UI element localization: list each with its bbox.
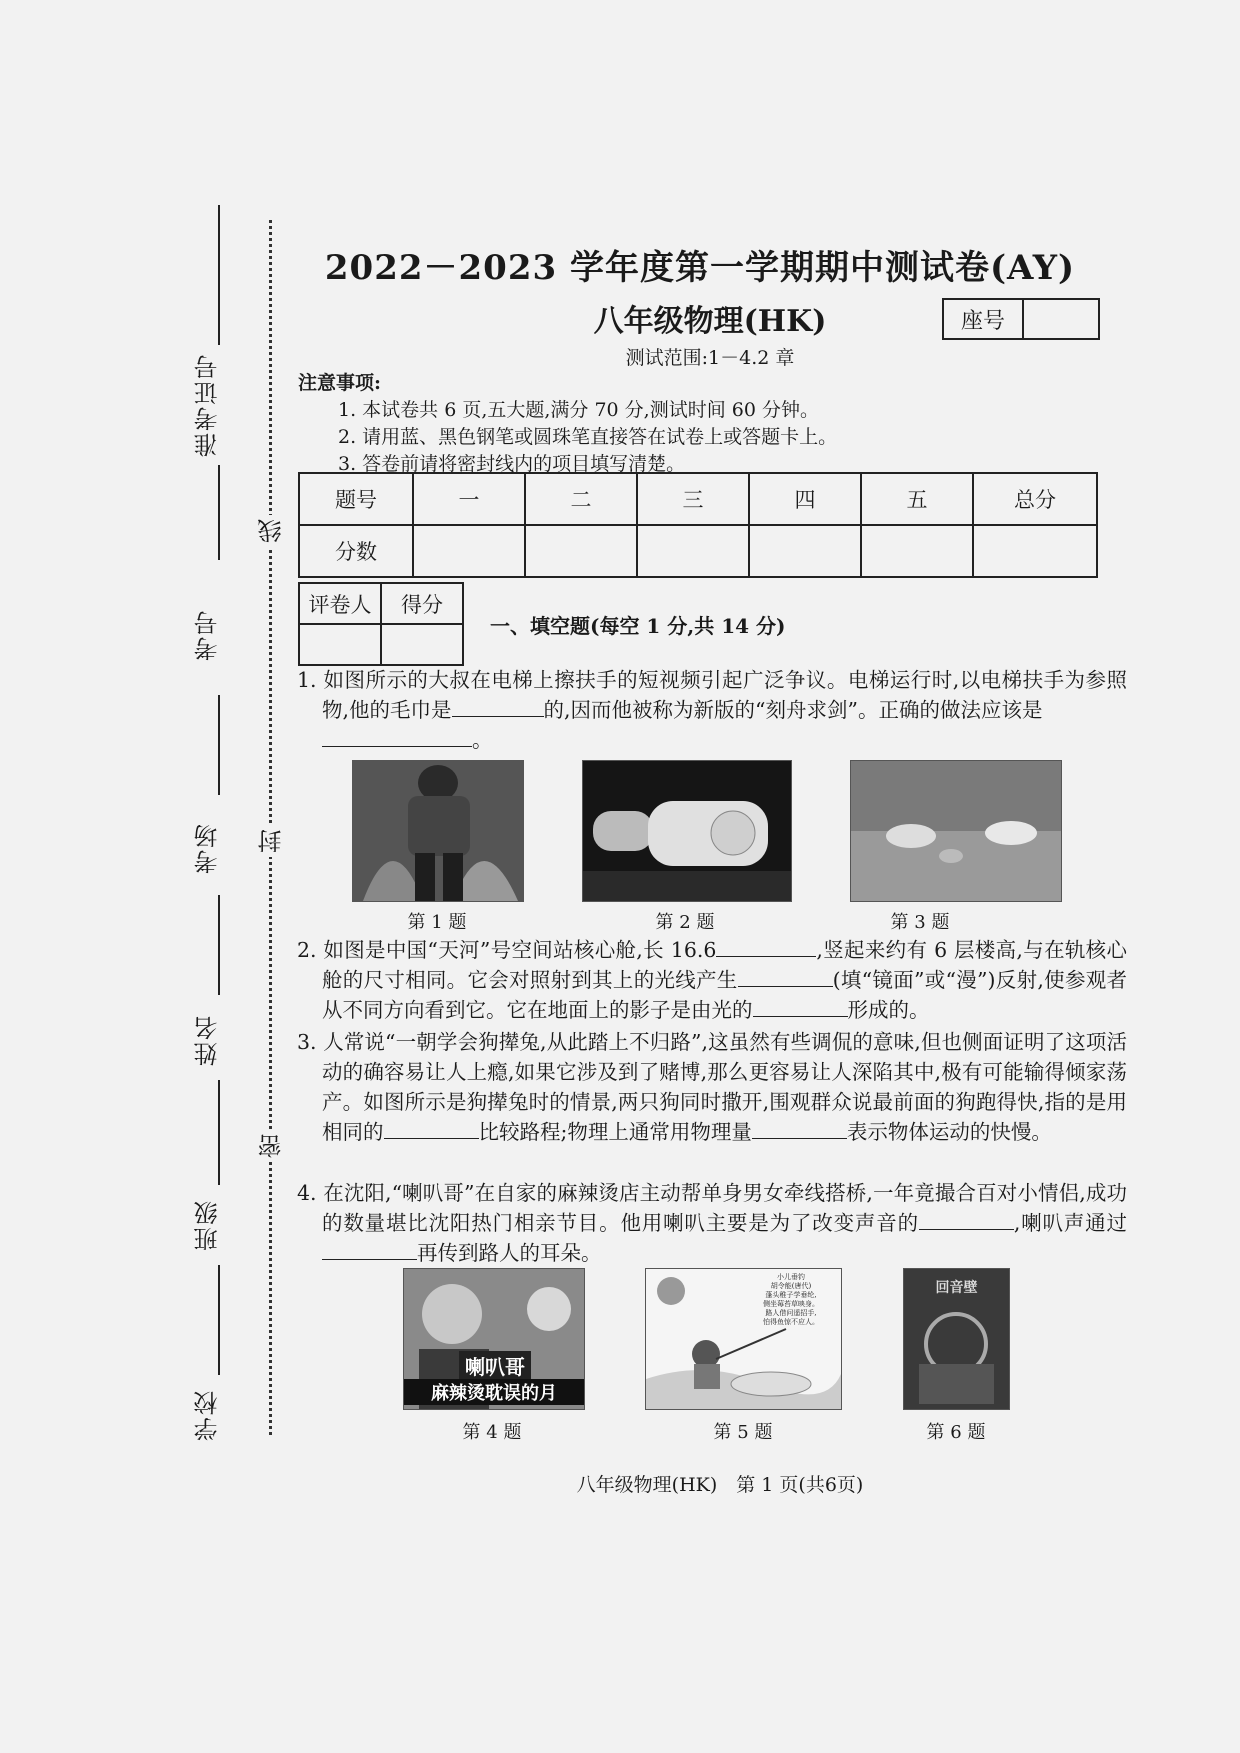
exam-subtitle: 八年级物理(HK) [593,304,827,339]
grader-table [298,582,464,666]
answer-blank[interactable] [322,1239,417,1260]
name-line [218,895,220,995]
grader-cell[interactable] [299,624,381,665]
score-cell[interactable] [973,525,1097,577]
figure-4-speaker-photo [403,1268,585,1410]
q4-text-c: 再传到路人的耳朵。 [417,1241,602,1265]
figure-6-echo-wall-photo [903,1268,1010,1410]
poem-block [746,1273,836,1327]
figure-1-caption: 第 1 题 [407,912,467,933]
q2-text-a: 2. 如图是中国“天河”号空间站核心舱,长 16.6 [297,938,717,962]
q3-text-b: 比较路程;物理上通常用物理量 [478,1120,752,1144]
exam-id-line [218,205,220,345]
echo-wall-sign: 回音壁 [935,1280,978,1296]
q2-text-b: ,竖起来约有 6 层楼高,与在轨核心舱的尺寸相同。它会对照射到其上的光线产生 [322,938,1127,992]
exam-title: 2022－2023 学年度第一学期期中测试卷(AY) [324,248,1076,288]
score-row-label: 分数 [299,525,413,577]
figure-4-caption: 第 4 题 [462,1422,522,1443]
answer-blank[interactable] [752,1118,847,1139]
q3-text-c: 表示物体运动的快慢。 [846,1120,1052,1144]
class-line [218,1080,220,1185]
score-header-cell: 题号 [299,473,413,525]
figure-3-caption: 第 3 题 [890,912,950,933]
answer-blank[interactable] [384,1118,479,1139]
exam-id-label: 准考证号 [194,353,222,457]
notes-heading: 注意事项: [298,372,382,394]
test-range: 测试范围:1－4.2 章 [625,347,795,369]
exam-number-label: 考号 [194,609,222,661]
class-label: 班级 [194,1199,222,1251]
section-title: 一、填空题(每空 1 分,共 14 分) [490,614,786,638]
poem-line: 怕得鱼惊不应人。 [763,1318,819,1326]
figure-5-fishing-illustration [645,1268,842,1410]
escalator-illustration [353,761,523,901]
answer-blank[interactable] [738,966,833,987]
points-cell[interactable] [381,624,463,665]
q4-text-b: ,喇叭声通过 [1013,1211,1127,1235]
dogs-chasing-rabbit-illustration [851,761,1061,901]
score-table-row [299,525,1097,577]
figure-1-escalator-photo [352,760,524,902]
grader-label: 评卷人 [299,583,381,624]
score-cell[interactable] [637,525,749,577]
poem-line: 侧坐莓苔草映身。 [763,1300,819,1308]
note-item: 2. 请用蓝、黑色钢笔或圆珠笔直接答在试卷上或答题卡上。 [338,426,838,448]
name-label: 姓名 [194,1014,222,1066]
school-label: 学校 [194,1389,222,1441]
note-item: 1. 本试卷共 6 页,五大题,满分 70 分,测试时间 60 分钟。 [338,399,819,421]
seat-number-box [942,298,1100,340]
question-2 [297,935,1127,1025]
score-table [298,472,1098,578]
q1-text-b: 的,因而他被称为新版的“刻舟求剑”。正确的做法应该是 [543,698,1043,722]
q3-text-a: 3. 人常说“一朝学会狗撵兔,从此踏上不归路”,这虽然有些调侃的意味,但也侧面证明了这项活动的确容易让人上瘾,如果它涉及到了赌博,那么更容易让人深陷其中,极有可能输得倾家荡产。如图所示是狗撵兔时的情景,两只狗同时撒开,围观群众说最前面的狗跑得快,指的是用相同的 [297,1030,1127,1144]
q2-text-c: (填“镜面”或“漫”)反射,使参观者从不同方向看到它。它在地面上的影子是由光的 [322,968,1127,1022]
seat-label: 座号 [944,300,1024,338]
figure-6-caption: 第 6 题 [926,1422,986,1443]
poem-line: 蓬头稚子学垂纶, [765,1291,817,1299]
page-footer: 八年级物理(HK) 第 1 页(共6页) [576,1474,864,1496]
answer-blank[interactable] [716,936,816,957]
figure-2-caption: 第 2 题 [655,912,715,933]
figure-4-caption-text: 喇叭哥 [459,1351,531,1380]
score-cell[interactable] [413,525,525,577]
exam-room-line [218,695,220,795]
score-header-cell: 四 [749,473,861,525]
score-header-cell: 总分 [973,473,1097,525]
seal-char-line: 线 [254,515,289,547]
score-header-cell: 一 [413,473,525,525]
school-line [218,1265,220,1375]
score-cell[interactable] [525,525,637,577]
figure-3-dogs-photo [850,760,1062,902]
poem-author: 胡令能(唐代) [770,1282,812,1290]
poem-title: 小儿垂钓 [777,1273,805,1281]
score-header-cell: 三 [637,473,749,525]
space-station-illustration [583,761,791,901]
score-table-header-row [299,473,1097,525]
answer-blank[interactable] [322,726,472,747]
q1-text-c: 。 [472,728,493,752]
notes [298,370,837,478]
question-3 [297,1027,1127,1147]
points-label: 得分 [381,583,463,624]
answer-blank[interactable] [753,996,848,1017]
seal-char-secret: 密 [254,1130,289,1162]
q2-text-d: 形成的。 [847,998,930,1022]
score-header-cell: 五 [861,473,973,525]
question-1 [297,665,1127,755]
seat-number-field[interactable] [1024,300,1098,338]
question-4 [297,1178,1127,1268]
figure-5-caption: 第 5 题 [713,1422,773,1443]
q1-text-a: 1. 如图所示的大叔在电梯上擦扶手的短视频引起广泛争议。电梯运行时,以电梯扶手为参照物,他的毛巾是 [297,668,1127,722]
note-item: 3. 答卷前请将密封线内的项目填写清楚。 [338,453,686,475]
figure-4-banner-text: 麻辣烫耽误的月 [404,1379,584,1405]
answer-blank[interactable] [452,696,544,717]
answer-blank[interactable] [919,1209,1014,1230]
score-cell[interactable] [749,525,861,577]
exam-number-line [218,465,220,560]
poem-line: 路人借问遥招手, [765,1309,817,1317]
exam-room-label: 考场 [194,822,222,874]
q4-text-a: 4. 在沈阳,“喇叭哥”在自家的麻辣烫店主动帮单身男女牵线搭桥,一年竟撮合百对小情侣,成功的数量堪比沈阳热门相亲节目。他用喇叭主要是为了改变声音的 [297,1181,1127,1235]
score-cell[interactable] [861,525,973,577]
score-header-cell: 二 [525,473,637,525]
seal-char-seal: 封 [254,825,289,857]
figure-2-space-station-photo [582,760,792,902]
